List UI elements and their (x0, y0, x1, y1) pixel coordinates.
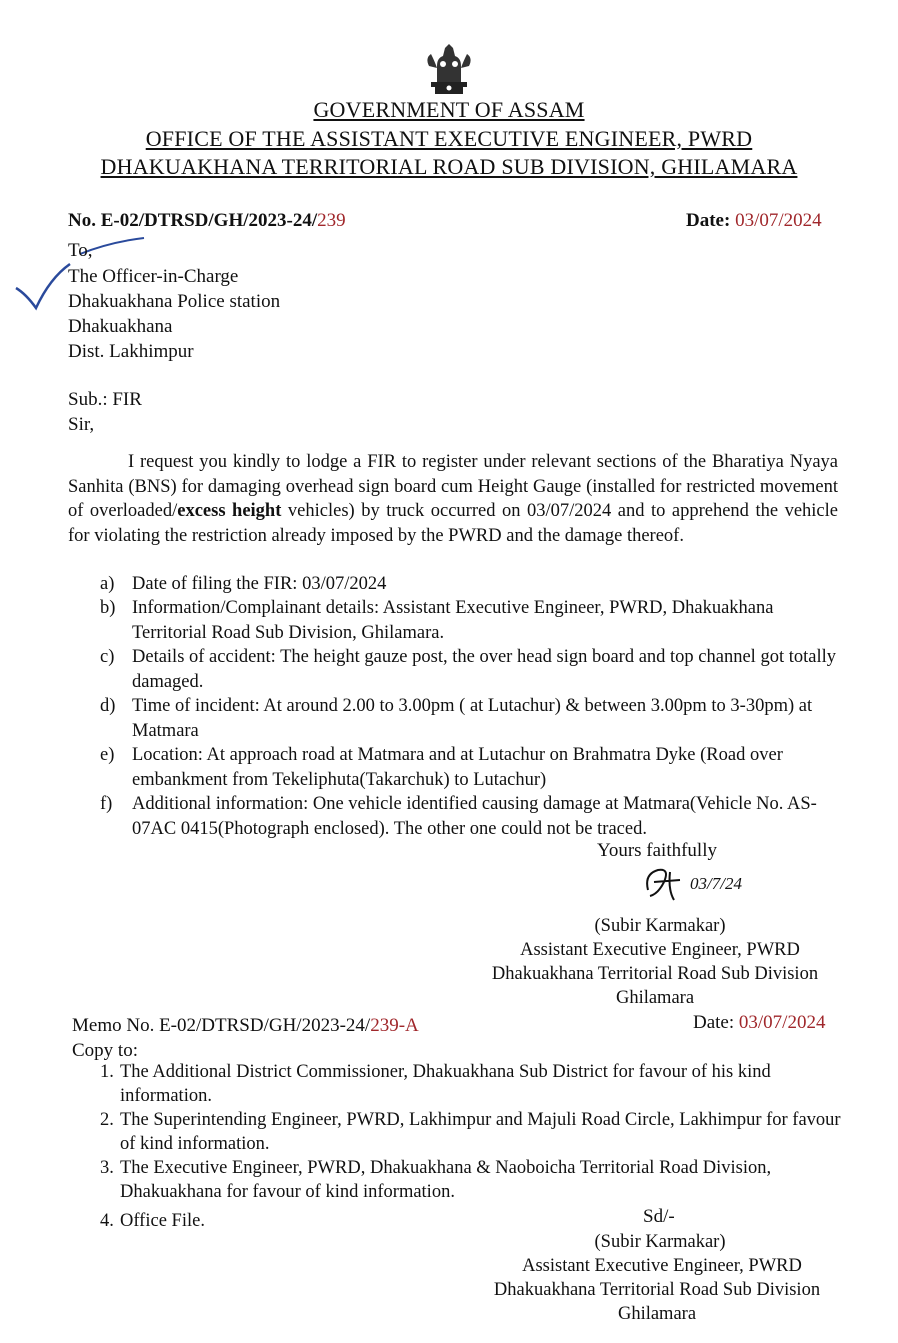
signer-title: Assistant Executive Engineer, PWRD (520, 940, 800, 960)
subject-line: Sub.: FIR (68, 389, 142, 410)
address-line: Dhakuakhana Police station (68, 291, 281, 312)
memo-number: Memo No. E-02/DTRSD/GH/2023-24/239-A (72, 1015, 419, 1036)
memo-signer-place: Ghilamara (617, 1304, 697, 1324)
list-item: f) Additional information: One vehicle identified causing damage at Matmara(Vehicle No. AS-07AC 0415(Photograph enclosed). The other one could not be traced. (100, 794, 817, 839)
memo-number-value: 239-A (370, 1015, 419, 1036)
header-office: OFFICE OF THE ASSISTANT EXECUTIVE ENGINEER, PWRD (145, 126, 753, 151)
list-item: a) Date of filing the FIR: 03/07/2024 (100, 574, 387, 594)
sd-mark: Sd/- (643, 1206, 675, 1227)
address-line: The Officer-in-Charge (68, 266, 239, 287)
letter-date-value: 03/07/2024 (735, 210, 822, 231)
signature-date: 03/7/24 (690, 874, 742, 893)
copy-to-label: Copy to: (72, 1040, 138, 1061)
copy-item: 4. Office File. (100, 1211, 205, 1231)
signer-office: Dhakuakhana Territorial Road Sub Division (491, 964, 819, 984)
copy-item: 3. The Executive Engineer, PWRD, Dhakuakhana & Naoboicha Territorial Road Division, Dhakuakhana for favour of kind information. (100, 1158, 772, 1202)
letter-number-value: 239 (317, 210, 346, 231)
header-division: DHAKUAKHANA TERRITORIAL ROAD SUB DIVISION, GHILAMARA (100, 154, 798, 179)
to-label: To, (68, 240, 93, 261)
memo-signer-title: Assistant Executive Engineer, PWRD (522, 1256, 802, 1276)
list-item: d) Time of incident: At around 2.00 to 3.00pm ( at Lutachur) & between 3.00pm to 3-30pm) at Matmara (100, 696, 813, 741)
copy-item: 2. The Superintending Engineer, PWRD, Lakhimpur and Majuli Road Circle, Lakhimpur for favour of kind information. (100, 1110, 841, 1154)
letter-date: Date: 03/07/2024 (686, 210, 822, 231)
memo-signer-office: Dhakuakhana Territorial Road Sub Division (493, 1280, 821, 1300)
header-government: GOVERNMENT OF ASSAM (313, 97, 585, 122)
address-line: Dist. Lakhimpur (68, 341, 194, 362)
list-item: c) Details of accident: The height gauze post, the over head sign board and top channel got totally damaged. (100, 647, 836, 692)
letter-number: No. E-02/DTRSD/GH/2023-24/239 (68, 210, 346, 231)
memo-signer-name: (Subir Karmakar) (594, 1232, 726, 1252)
body-emphasis: excess height (177, 501, 282, 521)
address-line: Dhakuakhana (68, 316, 173, 337)
list-item: b) Information/Complainant details: Assistant Executive Engineer, PWRD, Dhakuakhana Territorial Road Sub Division, Ghilamara. (100, 598, 774, 643)
memo-date-value: 03/07/2024 (738, 1012, 826, 1033)
list-item: e) Location: At approach road at Matmara and at Lutachur on Brahmatra Dyke (Road over embankment from Tekeliphuta(Takarchuk) to Lutachur) (100, 745, 783, 790)
closing: Yours faithfully (597, 840, 717, 861)
national-emblem-icon (415, 36, 483, 98)
copy-item: 1. The Additional District Commissioner, Dhakuakhana Sub District for favour of his kind information. (100, 1062, 771, 1106)
memo-date: Date: 03/07/2024 (693, 1012, 826, 1033)
salutation: Sir, (68, 414, 95, 435)
signer-place: Ghilamara (615, 988, 695, 1008)
body-paragraph: I request you kindly to lodge a FIR to register under relevant sections of the Bharatiya Nyaya Sanhita (BNS) for damaging overhead sign board cum Height Gauge (installed for restricted movement of overloaded/excess height vehicles) by truck occurred on 03/07/2024 and to apprehend the vehicle for violating the restriction already imposed by the PWRD and the damage thereof. (68, 452, 838, 546)
signer-name: (Subir Karmakar) (594, 916, 726, 936)
